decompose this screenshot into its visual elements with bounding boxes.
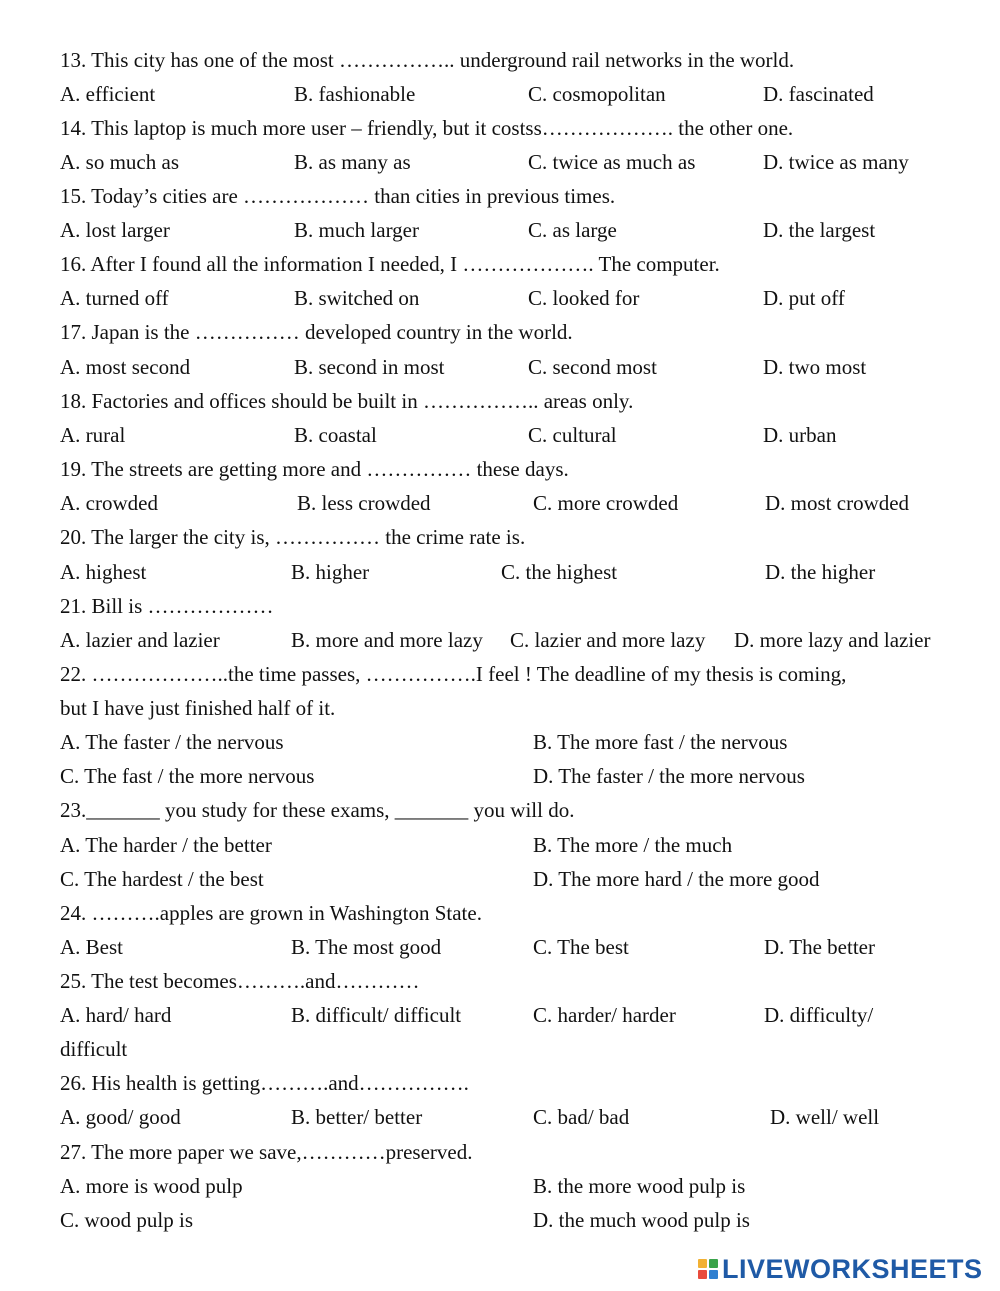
q13-option-c[interactable]: C. cosmopolitan: [528, 82, 666, 106]
q27-option-d[interactable]: D. the much wood pulp is: [533, 1208, 750, 1232]
logo-blocks-icon: [698, 1259, 718, 1279]
question-17-text: 17. Japan is the …………… developed country in the world.: [60, 320, 573, 344]
q26-option-c[interactable]: C. bad/ bad: [533, 1105, 630, 1129]
q14-option-d[interactable]: D. twice as many: [763, 150, 909, 174]
question-21-text: 21. Bill is ………………: [60, 594, 274, 618]
q19-option-d[interactable]: D. most crowded: [765, 491, 910, 515]
logo-block-red: [698, 1270, 707, 1279]
question-20-text: 20. The larger the city is, …………… the crime rate is.: [60, 525, 526, 549]
question-19-text: 19. The streets are getting more and …………… these days.: [60, 457, 569, 481]
q19-option-c[interactable]: C. more crowded: [533, 491, 679, 515]
question-26-text: 26. His health is getting……….and…………….: [60, 1071, 469, 1095]
q13-option-d[interactable]: D. fascinated: [763, 82, 874, 106]
question-16-text: 16. After I found all the information I needed, I ………………. The computer.: [60, 252, 720, 276]
q23-option-a[interactable]: A. The harder / the better: [60, 833, 272, 857]
q13-option-b[interactable]: B. fashionable: [294, 82, 416, 106]
q16-option-b[interactable]: B. switched on: [294, 286, 420, 310]
q18-option-b[interactable]: B. coastal: [294, 423, 377, 447]
q20-option-a[interactable]: A. highest: [60, 560, 147, 584]
q19-option-a[interactable]: A. crowded: [60, 491, 158, 515]
q25-option-d[interactable]: D. difficulty/: [764, 1003, 874, 1027]
q25-option-d-wrap[interactable]: difficult: [60, 1037, 128, 1061]
q24-option-d[interactable]: D. The better: [764, 935, 875, 959]
q19-option-b[interactable]: B. less crowded: [297, 491, 431, 515]
q17-option-a[interactable]: A. most second: [60, 355, 191, 379]
q16-option-c[interactable]: C. looked for: [528, 286, 640, 310]
q25-option-b[interactable]: B. difficult/ difficult: [291, 1003, 462, 1027]
q15-option-d[interactable]: D. the largest: [763, 218, 876, 242]
q20-option-b[interactable]: B. higher: [291, 560, 370, 584]
question-14-text: 14. This laptop is much more user – friendly, but it costss………………. the other one.: [60, 116, 794, 140]
question-24-text: 24. ……….apples are grown in Washington State.: [60, 901, 482, 925]
q22-option-b[interactable]: B. The more fast / the nervous: [533, 730, 788, 754]
q17-option-b[interactable]: B. second in most: [294, 355, 445, 379]
q18-option-d[interactable]: D. urban: [763, 423, 837, 447]
q26-option-a[interactable]: A. good/ good: [60, 1105, 181, 1129]
question-22-text-continued: but I have just finished half of it.: [60, 696, 336, 720]
q22-option-a[interactable]: A. The faster / the nervous: [60, 730, 284, 754]
q14-option-a[interactable]: A. so much as: [60, 150, 179, 174]
q16-option-d[interactable]: D. put off: [763, 286, 845, 310]
logo-block-yellow: [698, 1259, 707, 1268]
q20-option-c[interactable]: C. the highest: [501, 560, 618, 584]
logo-block-blue: [709, 1270, 718, 1279]
q15-option-b[interactable]: B. much larger: [294, 218, 419, 242]
q26-option-d[interactable]: D. well/ well: [770, 1105, 880, 1129]
q18-option-a[interactable]: A. rural: [60, 423, 126, 447]
q21-option-a[interactable]: A. lazier and lazier: [60, 628, 220, 652]
q27-option-b[interactable]: B. the more wood pulp is: [533, 1174, 746, 1198]
question-23-text: 23._______ you study for these exams, _______ you will do.: [60, 798, 575, 822]
q15-option-c[interactable]: C. as large: [528, 218, 617, 242]
logo-brand-text: LIVEWORKSHEETS: [722, 1253, 983, 1284]
q18-option-c[interactable]: C. cultural: [528, 423, 617, 447]
q23-option-d[interactable]: D. The more hard / the more good: [533, 867, 820, 891]
q17-option-d[interactable]: D. two most: [763, 355, 867, 379]
q21-option-b[interactable]: B. more and more lazy: [291, 628, 483, 652]
question-27-text: 27. The more paper we save,…………preserved.: [60, 1140, 473, 1164]
question-18-text: 18. Factories and offices should be built in …………….. areas only.: [60, 389, 634, 413]
q26-option-b[interactable]: B. better/ better: [291, 1105, 423, 1129]
q24-option-b[interactable]: B. The most good: [291, 935, 442, 959]
q14-option-b[interactable]: B. as many as: [294, 150, 411, 174]
q21-option-c[interactable]: C. lazier and more lazy: [510, 628, 706, 652]
q22-option-d[interactable]: D. The faster / the more nervous: [533, 764, 805, 788]
question-13-text: 13. This city has one of the most …………….. underground rail networks in the world.: [60, 48, 795, 72]
question-22-text: 22. ………………..the time passes, …………….I feel ! The deadline of my thesis is coming,: [60, 662, 847, 686]
liveworksheets-logo[interactable]: [698, 1254, 983, 1284]
q21-option-d[interactable]: D. more lazy and lazier: [734, 628, 931, 652]
q27-option-a[interactable]: A. more is wood pulp: [60, 1174, 243, 1198]
q27-option-c[interactable]: C. wood pulp is: [60, 1208, 194, 1232]
q22-option-c[interactable]: C. The fast / the more nervous: [60, 764, 315, 788]
q25-option-c[interactable]: C. harder/ harder: [533, 1003, 676, 1027]
q23-option-b[interactable]: B. The more / the much: [533, 833, 733, 857]
logo-block-green: [709, 1259, 718, 1268]
question-25-text: 25. The test becomes……….and…………: [60, 969, 420, 993]
q16-option-a[interactable]: A. turned off: [60, 286, 169, 310]
q24-option-c[interactable]: C. The best: [533, 935, 629, 959]
q25-option-a[interactable]: A. hard/ hard: [60, 1003, 172, 1027]
q13-option-a[interactable]: A. efficient: [60, 82, 156, 106]
question-15-text: 15. Today’s cities are ……………… than cities in previous times.: [60, 184, 616, 208]
q14-option-c[interactable]: C. twice as much as: [528, 150, 696, 174]
q23-option-c[interactable]: C. The hardest / the best: [60, 867, 264, 891]
q20-option-d[interactable]: D. the higher: [765, 560, 876, 584]
q17-option-c[interactable]: C. second most: [528, 355, 657, 379]
q24-option-a[interactable]: A. Best: [60, 935, 123, 959]
q15-option-a[interactable]: A. lost larger: [60, 218, 170, 242]
